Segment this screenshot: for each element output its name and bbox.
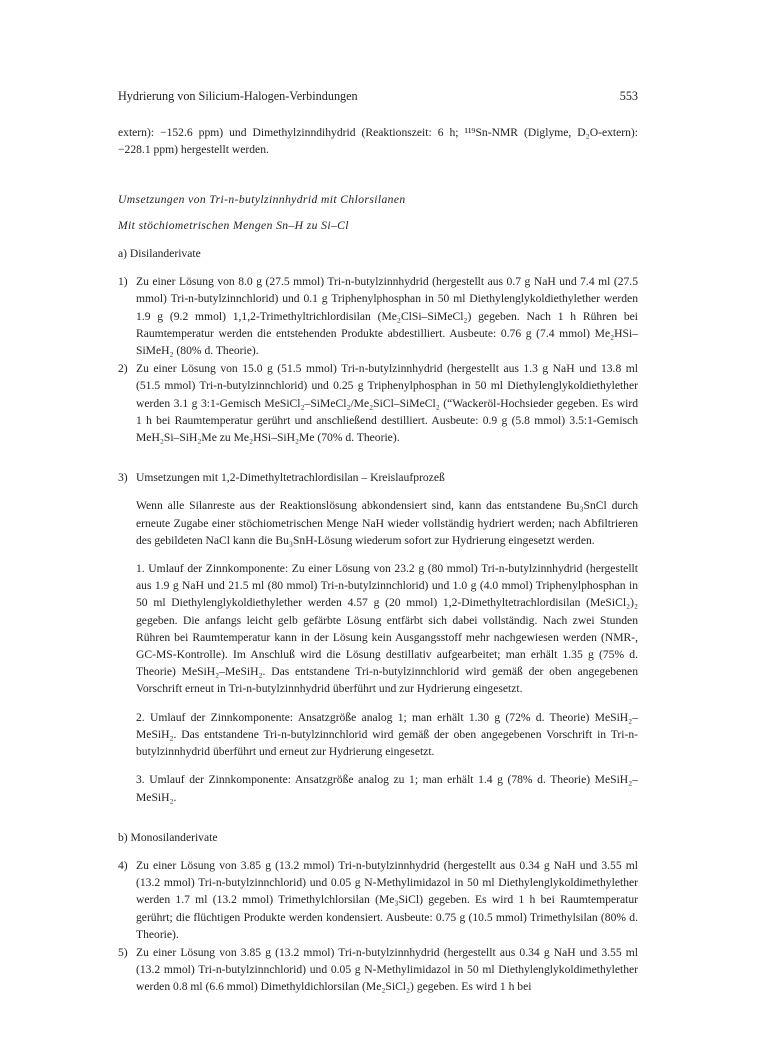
procedure-item-3 [118,469,638,486]
subsection-title: Mit stöchiometrischen Mengen Sn–H zu Si–Cl [118,218,349,232]
section-title: Umsetzungen von Tri-n-butylzinnhydrid mit Chlorsilanen [118,192,406,206]
item-title: Umsetzungen mit 1,2-Dimethyltetrachlordisilan – Kreislaufprozeß [136,471,445,485]
page-header [118,88,638,105]
item-text: Zu einer Lösung von 15.0 g (51.5 mmol) Tri-n-butylzinnhydrid (hergestellt aus 1.3 g NaH und 13.8 ml (51.5 mmol) Tri-n-butylzinnchlorid) und 0.25 g Triphenylphosphan in 50 ml Diethylenglykoldiethylether werden 3.1 g 3:1-Gemisch MeSiCl₂–SiMeCl₂/Me₂SiCl–SiMeCl₂ (“Wackeröl-Hochsieder gegeben. Es wird 1 h bei Raumtemperatur gerührt und anschließend destilliert. Ausbeute: 0.9 g (5.8 mmol) 3.5:1-Gemisch MeH₂Si–SiH₂Me zu Me₂HSi–SiH₂Me (70% d. Theorie). [136,362,638,445]
part-b-heading: b) Monosilanderivate [118,830,218,844]
item-text: Zu einer Lösung von 8.0 g (27.5 mmol) Tri-n-butylzinnhydrid (hergestellt aus 0.7 g NaH und 7.4 ml (27.5 mmol) Tri-n-butylzinnchlorid) und 0.1 g Triphenylphosphan in 50 ml Diethylenglykoldiethylether werden 1.9 g (9.2 mmol) 1,1,2-Trimethyltrichlordisilan (Me₂ClSi–SiMeCl₂) gegeben. Nach 1 h Rühren bei Raumtemperatur werden die entstehenden Produkte abdestilliert. Ausbeute: 0.76 g (7.4 mmol) Me₂HSi–SiMeH₂ (80% d. Theorie). [136,275,638,358]
item-3-intro: Wenn alle Silanreste aus der Reaktionslösung abkondensiert sind, kann das entstandene Bu₃SnCl durch erneute Zugabe einer stöchiometrischen Menge NaH wieder vollständig hydriert werden; nach Abfiltrieren des gebildeten NaCl kann die Bu₃SnH-Lösung wiederum sofort zur Hydrierung eingesetzt werden. [136,499,638,547]
continuation-paragraph: extern): −152.6 ppm) und Dimethylzinndihydrid (Reaktionszeit: 6 h; ¹¹⁹Sn-NMR (Diglyme, D₂O-extern): −228.1 ppm) hergestellt werden. [118,126,638,157]
cycle-3-paragraph: 3. Umlauf der Zinnkomponente: Ansatzgröße analog zu 1; man erhält 1.4 g (78% d. Theorie) MeSiH₂–MeSiH₂. [136,773,638,804]
item-number: 1) [118,275,128,289]
item-number: 5) [118,945,128,959]
procedure-item-1 [118,273,638,359]
item-text: Zu einer Lösung von 3.85 g (13.2 mmol) Tri-n-butylzinnhydrid (hergestellt aus 0.34 g NaH und 3.55 ml (13.2 mmol) Tri-n-butylzinnchlorid) und 0.05 g N-Methylimidazol in 50 ml Diethylenglykoldimethylether werden 0.8 ml (6.6 mmol) Dimethyldichlorsilan (Me₂SiCl₂) gegeben. Es wird 1 h bei [136,945,638,994]
item-number: 2) [118,362,128,376]
item-text: Zu einer Lösung von 3.85 g (13.2 mmol) Tri-n-butylzinnhydrid (hergestellt aus 0.34 g NaH und 3.55 ml (13.2 mmol) Tri-n-butylzinnchlorid) und 0.05 g N-Methylimidazol in 50 ml Diethylenglykoldimethylether werden 1.7 ml (13.2 mmol) Trimethylchlorsilan (Me₃SiCl) gegeben. Es wird 1 h bei Raumtemperatur gerührt; die flüchtigen Produkte werden kondensiert. Ausbeute: 0.75 g (10.5 mmol) Trimethylsilan (80% d. Theorie). [136,858,638,941]
cycle-1-paragraph: 1. Umlauf der Zinnkomponente: Zu einer Lösung von 23.2 g (80 mmol) Tri-n-butylzinnhydrid (hergestellt aus 1.9 g NaH und 21.5 ml (80 mmol) Tri-n-butylzinnchlorid) und 1.0 g (4.0 mmol) Triphenylphosphan in 50 ml Diethylenglykoldiethylether werden 4.57 g (20 mmol) 1,2-Dimethyltetrachlordisilan (MeSiCl₂)₂ gegeben. Die anfangs leicht gelb gefärbte Lösung entfärbt sich dabei vollständig. Nach zwei Stunden Rühren bei Raumtemperatur kann in der Lösung kein Ausgangsstoff mehr nachgewiesen werden (NMR-, GC-MS-Kontrolle). Im Anschluß wird die Lösung destillativ aufgearbeitet; man erhält 1.35 g (75% d. Theorie) MeSiH₂–MeSiH₂. Das entstandene Tri-n-butylzinnchlorid wird gemäß der oben angegebenen Vorschrift erneut in Tri-n-butylzinnhydrid überführt und zur Hydrierung eingesetzt. [136,562,638,696]
item-number: 3) [118,471,128,485]
procedure-item-4 [118,857,638,943]
page-number: 553 [619,89,638,103]
document-page [118,88,638,996]
part-a-heading: a) Disilanderivate [118,247,201,261]
procedure-item-2 [118,360,638,446]
cycle-2-paragraph: 2. Umlauf der Zinnkomponente: Ansatzgröße analog 1; man erhält 1.30 g (72% d. Theorie) MeSiH₂–MeSiH₂. Das entstandene Tri-n-butylzinnchlorid wird gemäß der oben angegebenen Vorschrift in Tri-n-butylzinnhydrid überführt und erneut zur Hydrierung eingesetzt. [136,710,638,759]
procedure-item-5 [118,944,638,996]
running-title: Hydrierung von Silicium-Halogen-Verbindungen [118,89,358,103]
item-number: 4) [118,858,128,872]
